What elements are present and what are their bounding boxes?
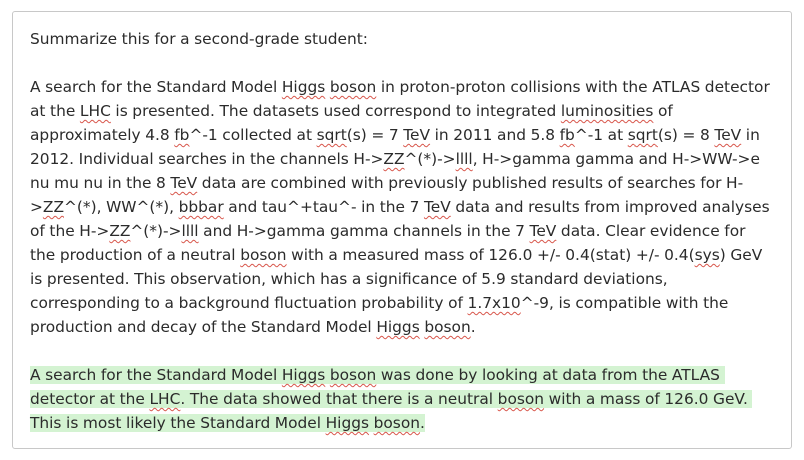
completion-paragraph bbox=[30, 363, 774, 435]
paragraph-spacer bbox=[30, 339, 774, 363]
misspelled-word: sqrt bbox=[316, 126, 347, 144]
prompt-instruction: Summarize this for a second-grade student: bbox=[30, 30, 368, 48]
misspelled-word: fb bbox=[174, 126, 190, 144]
misspelled-word: sys bbox=[694, 246, 720, 264]
prompt-text-area[interactable] bbox=[12, 11, 792, 449]
misspelled-word: TeV bbox=[714, 126, 742, 144]
misspelled-word: boson bbox=[373, 414, 420, 432]
paragraph-spacer bbox=[30, 51, 774, 75]
misspelled-word: ZZ bbox=[109, 222, 131, 240]
misspelled-word: Higgs bbox=[281, 366, 326, 384]
misspelled-word: Higgs bbox=[325, 414, 370, 432]
prompt-source-text: A search for the Standard Model Higgs boson in proton-proton collisions with the ATLAS detector at the LHC is presented. The datasets used correspond to integrated luminosities of approximately 4.8 fb^-1 collected at sqrt(s) = 7 TeV in 2011 and 5.8 fb^-1 at sqrt(s) = 8 TeV in 2012. Individual searches in the channels H->ZZ^(*)->llll, H->gamma gamma and H->WW->e nu mu nu in the 8 TeV data are combined with previously published results of searches for H->ZZ^(*), WW^(*), bbbar and tau^+tau^- in the 7 TeV data and results from improved analyses of the H->ZZ^(*)->llll and H->gamma gamma channels in the 7 TeV data. Clear evidence for the production of a neutral boson with a measured mass of 126.0 +/- 0.4(stat) +/- 0.4(sys) GeV is presented. This observation, which has a significance of 5.9 standard deviations, corresponding to a background fluctuation probability of 1.7x10^-9, is compatible with the production and decay of the Standard Model Higgs boson. bbox=[30, 78, 775, 336]
misspelled-word: bbbar bbox=[178, 198, 224, 216]
misspelled-word: TeV bbox=[423, 198, 451, 216]
misspelled-word: boson bbox=[329, 366, 377, 384]
misspelled-word: luminosities bbox=[560, 102, 654, 120]
misspelled-word: boson bbox=[240, 246, 287, 264]
misspelled-word: LHC bbox=[79, 102, 111, 120]
misspelled-word: ZZ bbox=[42, 198, 64, 216]
misspelled-word: TeV bbox=[403, 126, 431, 144]
misspelled-word: llll bbox=[181, 222, 199, 240]
misspelled-word: boson bbox=[497, 390, 545, 408]
misspelled-word: LHC bbox=[149, 390, 181, 408]
misspelled-word: Higgs bbox=[281, 78, 326, 96]
misspelled-word: TeV bbox=[529, 222, 557, 240]
misspelled-word: 1.7x10 bbox=[467, 294, 521, 312]
misspelled-word: boson bbox=[424, 318, 471, 336]
misspelled-word: llll bbox=[455, 150, 473, 168]
misspelled-word: Higgs bbox=[376, 318, 420, 336]
completion-text: A search for the Standard Model Higgs boson was done by looking at data from the ATLAS detector at the LHC. The data showed that there is a neutral boson with a mass of 126.0 GeV. This is most likely the Standard Model Higgs boson. bbox=[30, 366, 753, 432]
misspelled-word: TeV bbox=[170, 174, 198, 192]
misspelled-word: sqrt bbox=[627, 126, 658, 144]
misspelled-word: ZZ bbox=[383, 150, 405, 168]
misspelled-word: fb bbox=[559, 126, 575, 144]
misspelled-word: boson bbox=[329, 78, 377, 96]
